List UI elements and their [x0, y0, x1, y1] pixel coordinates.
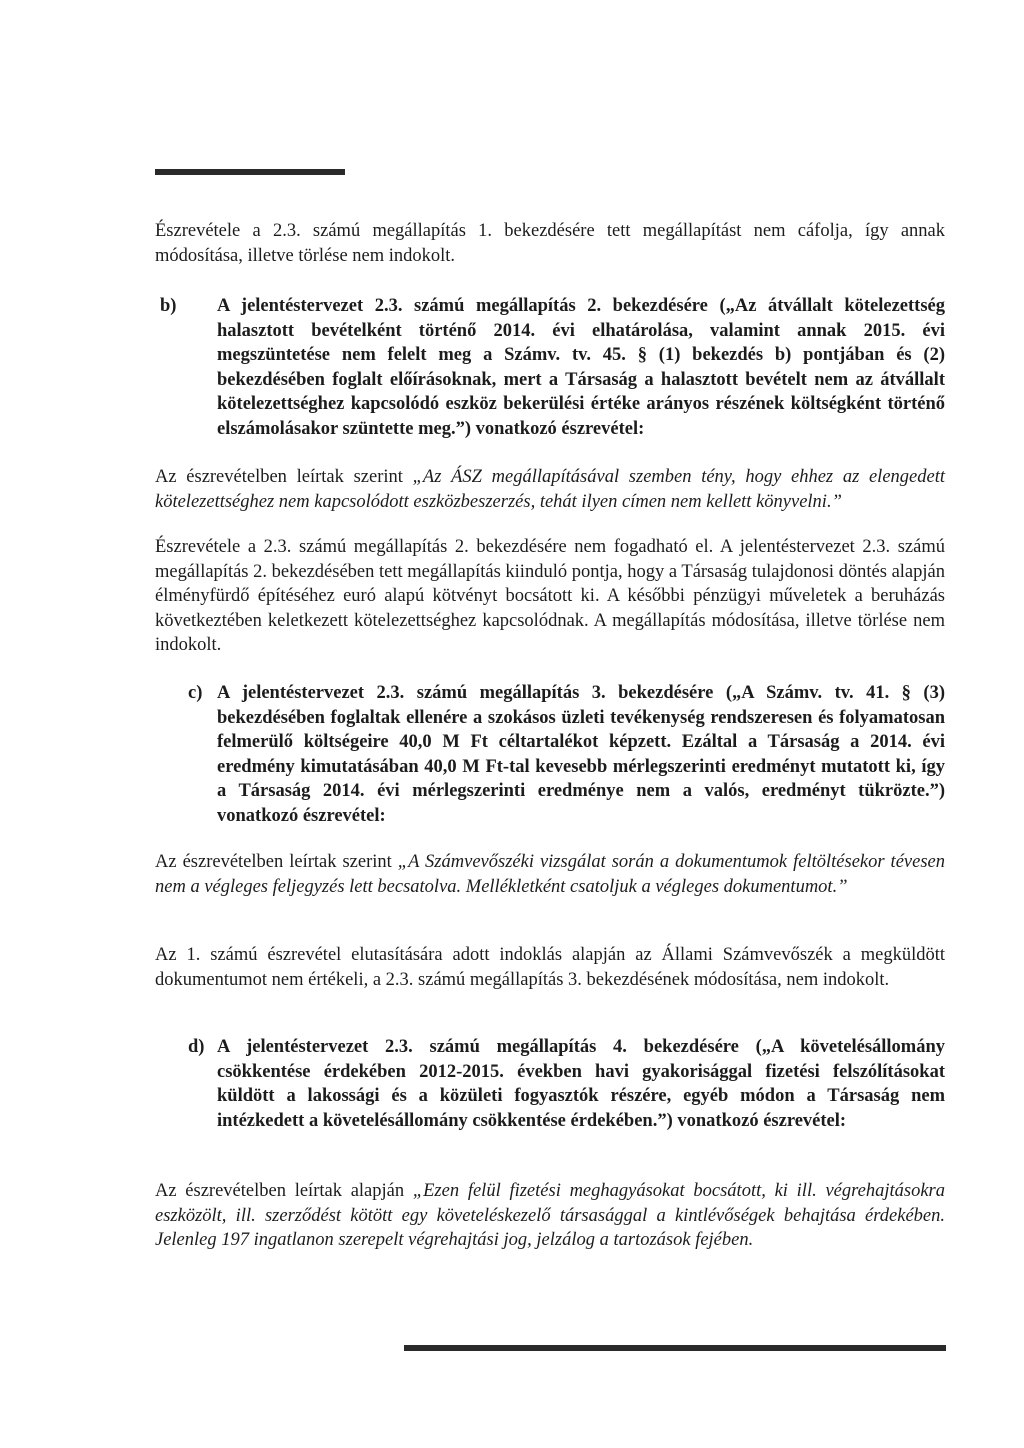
item-c-label: c) [188, 683, 203, 703]
item-b-label: b) [160, 296, 177, 316]
top-rule [155, 169, 345, 175]
item-d-heading: A jelentéstervezet 2.3. számú megállapítás 4. bekezdésére („A követelésállomány csökkentése érdekében 2012-2015. években havi gyakorisággal fizetési felszólításokat küldött a lakossági és a közületi fogyasztók részére, egyéb módon a Társaság nem intézkedett a követelésállomány csökkentése érdekében.”) vonatkozó észrevétel: [217, 1037, 945, 1131]
item-b-comment [155, 465, 945, 514]
item-d-label: d) [188, 1037, 205, 1057]
item-c-quote: „A Számvevőszéki vizsgálat során a dokumentumok feltöltésekor tévesen nem a végleges feljegyzés lett becsatolva. Mellékletként csatoljuk a végleges dokumentumot.” [155, 852, 945, 897]
item-d-comment [155, 1179, 945, 1253]
item-c-comment [155, 850, 945, 899]
item-b-quote: „Az ÁSZ megállapításával szemben tény, hogy ehhez az elengedett kötelezettséghez nem kapcsolódott eszközbeszerzés, tehát ilyen címen nem kellett könyvelni.” [155, 467, 945, 512]
item-c-response: Az 1. számú észrevétel elutasítására adott indoklás alapján az Állami Számvevőszék a megküldött dokumentumot nem értékeli, a 2.3. számú megállapítás 3. bekezdésének módosítása, nem indokolt. [155, 945, 945, 990]
item-b-response: Észrevétele a 2.3. számú megállapítás 2. bekezdésére nem fogadható el. A jelentéstervezet 2.3. számú megállapítás 2. bekezdésében tett megállapítás kiinduló pontja, hogy a Társaság tulajdonosi döntés alapján élményfürdő építéséhez euró alapú kötvényt bocsátott ki. A későbbi pénzügyi műveletek a beruházás következtében keletkezett kötelezettséghez kapcsolódnak. A megállapítás módosítása, illetve törlése nem indokolt. [155, 537, 945, 655]
item-c-heading: A jelentéstervezet 2.3. számú megállapítás 3. bekezdésére („A Számv. tv. 41. § (3) bekezdésében foglaltak ellenére a szokásos üzleti tevékenység rendszeresen és folyamatosan felmerülő költségeire 40,0 M Ft céltartalékot képzett. Ezáltal a Társaság a 2014. évi eredmény kimutatásában 40,0 M Ft-tal kevesebb mérlegszerinti eredményt mutatott ki, így a Társaság 2014. évi mérlegszerinti eredménye nem a valós, eredményt tükrözte.”) vonatkozó észrevétel: [217, 683, 945, 826]
item-d-quote: „Ezen felül fizetési meghagyásokat bocsátott, ki ill. végrehajtásokra eszközölt, ill. szerződést kötött egy követeléskezelő társasággal a kintlévőségek behajtása érdekében. Jelenleg 197 ingatlanon szerepelt végrehajtási jog, jelzálog a tartozások fejében. [155, 1181, 945, 1250]
item-b-intro: Az észrevételben leírtak szerint [155, 467, 413, 487]
item-d-intro: Az észrevételben leírtak alapján [155, 1181, 413, 1201]
item-c-intro: Az észrevételben leírtak szerint [155, 852, 398, 872]
item-b-heading: A jelentéstervezet 2.3. számú megállapítás 2. bekezdésére („Az átvállalt kötelezettség halasztott bevételként történő 2014. évi elhatárolása, valamint annak 2015. évi megszüntetése nem felelt meg a Számv. tv. 45. § (1) bekezdés b) pontjában és (2) bekezdésében foglalt előírásoknak, mert a Társaság a halasztott bevételt nem az átvállalt kötelezettséghez kapcsolódó eszköz bekerülési értéke arányos részének költségként történő elszámolásakor szüntette meg.”) vonatkozó észrevétel: [217, 296, 945, 439]
paragraph-1: Észrevétele a 2.3. számú megállapítás 1. bekezdésére tett megállapítást nem cáfolja, így annak módosítása, illetve törlése nem indokolt. [155, 221, 945, 266]
bottom-rule [404, 1345, 946, 1351]
